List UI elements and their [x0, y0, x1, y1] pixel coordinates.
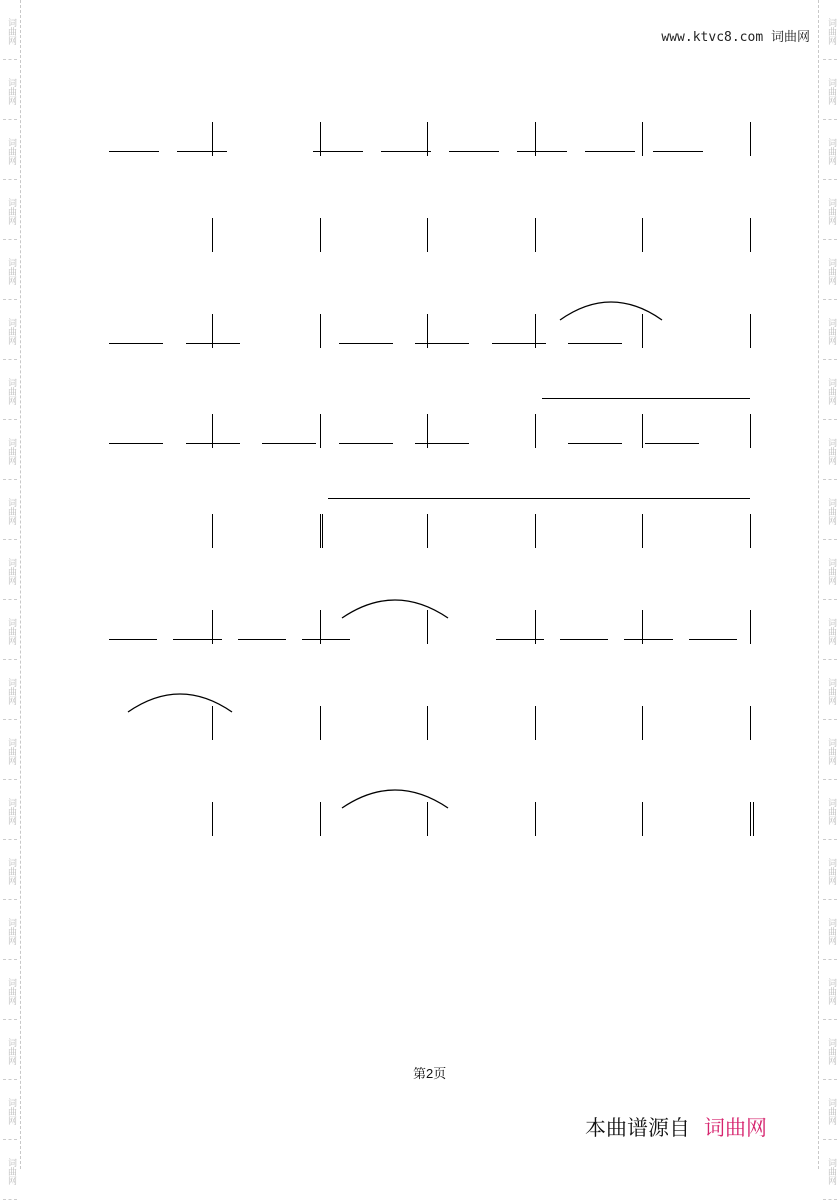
watermark-cell: 词曲网 [823, 1080, 837, 1140]
watermark-cell: 词曲网 [3, 420, 17, 480]
watermark-cell: 词曲网 [823, 540, 837, 600]
bar-line [750, 802, 754, 836]
beam-underline [645, 443, 699, 444]
bar-line [750, 610, 751, 644]
bar-line [642, 514, 643, 548]
beam-underline [109, 443, 163, 444]
slur-tie [558, 300, 664, 322]
watermark-cell: 词曲网 [3, 960, 17, 1020]
watermark-cell: 词曲网 [3, 300, 17, 360]
bar-line [320, 802, 321, 836]
watermark-cell: 词曲网 [823, 60, 837, 120]
beam-underline [262, 443, 316, 444]
bar-line [320, 706, 321, 740]
watermark-cell: 词曲网 [3, 0, 17, 60]
watermark-cell: 词曲网 [3, 900, 17, 960]
beam-underline [624, 639, 672, 640]
beam-underline [496, 639, 544, 640]
source-credit [585, 1112, 767, 1142]
beam-underline [339, 443, 393, 444]
beam-underline [313, 151, 363, 152]
bar-line [320, 218, 321, 252]
watermark-cell: 词曲网 [3, 120, 17, 180]
watermark-cell: 词曲网 [823, 1140, 837, 1200]
bar-line [750, 218, 751, 252]
bar-line [212, 218, 213, 252]
watermark-cell: 词曲网 [3, 60, 17, 120]
bar-line [750, 414, 751, 448]
watermark-cell: 词曲网 [823, 1020, 837, 1080]
watermark-cell: 词曲网 [823, 300, 837, 360]
watermark-cell: 词曲网 [823, 180, 837, 240]
bar-line [320, 514, 323, 548]
watermark-cell: 词曲网 [823, 780, 837, 840]
watermark-cell: 词曲网 [3, 720, 17, 780]
beam-underline [568, 443, 622, 444]
beam-underline [109, 639, 157, 640]
watermark-cell: 词曲网 [3, 1080, 17, 1140]
beam-underline [339, 343, 393, 344]
beam-underline [173, 639, 221, 640]
bar-line [642, 414, 643, 448]
bar-line [212, 802, 213, 836]
slur-tie [340, 788, 450, 810]
beam-underline [585, 151, 635, 152]
bar-line [535, 802, 536, 836]
volta-2 [328, 498, 750, 505]
watermark-cell: 词曲网 [823, 600, 837, 660]
beam-underline [109, 343, 163, 344]
bar-line [642, 802, 643, 836]
bar-line [750, 122, 751, 156]
site-url: www.ktvc8.com [661, 30, 764, 45]
watermark-cell: 词曲网 [3, 540, 17, 600]
watermark-cell: 词曲网 [823, 120, 837, 180]
bar-line [535, 218, 536, 252]
bar-line [427, 706, 428, 740]
bar-line [427, 218, 428, 252]
watermark-cell: 词曲网 [3, 180, 17, 240]
watermark-cell: 词曲网 [3, 780, 17, 840]
bar-line [535, 514, 536, 548]
bar-line [535, 414, 536, 448]
volta-1 [542, 398, 750, 405]
beam-underline [415, 443, 469, 444]
bar-line [320, 414, 321, 448]
beam-underline [109, 151, 159, 152]
bar-line [750, 314, 751, 348]
beam-underline [186, 343, 240, 344]
watermark-cell: 词曲网 [823, 900, 837, 960]
watermark-cell: 词曲网 [3, 840, 17, 900]
watermark-cell: 词曲网 [823, 480, 837, 540]
beam-underline [415, 343, 469, 344]
watermark-cell: 词曲网 [823, 240, 837, 300]
watermark-cell: 词曲网 [3, 360, 17, 420]
watermark-cell: 词曲网 [823, 960, 837, 1020]
watermark-cell: 词曲网 [823, 660, 837, 720]
watermark-cell: 词曲网 [823, 420, 837, 480]
bar-line [535, 706, 536, 740]
beam-underline [560, 639, 608, 640]
source-brand: 词曲网 [704, 1117, 767, 1140]
beam-underline [568, 343, 622, 344]
beam-underline [177, 151, 227, 152]
page-number: 第2页 [413, 1066, 447, 1081]
bar-line [750, 514, 751, 548]
watermark-cell: 词曲网 [3, 1020, 17, 1080]
beam-underline [381, 151, 431, 152]
watermark-cell: 词曲网 [3, 480, 17, 540]
watermark-cell: 词曲网 [823, 360, 837, 420]
bar-line [427, 514, 428, 548]
beam-underline [492, 343, 546, 344]
beam-underline [186, 443, 240, 444]
bar-line [642, 218, 643, 252]
watermark-cell: 词曲网 [823, 0, 837, 60]
beam-underline [302, 639, 350, 640]
slur-tie [340, 598, 450, 620]
watermark-cell: 词曲网 [3, 240, 17, 300]
watermark-cell: 词曲网 [3, 600, 17, 660]
bar-line [320, 314, 321, 348]
bar-line [750, 706, 751, 740]
bar-line [642, 122, 643, 156]
watermark-cell: 词曲网 [823, 720, 837, 780]
source-prefix: 本曲谱源自 [585, 1117, 690, 1140]
watermark-cell: 词曲网 [3, 660, 17, 720]
bar-line [212, 514, 213, 548]
site-name: 词曲网 [770, 30, 810, 45]
beam-underline [653, 151, 703, 152]
beam-underline [517, 151, 567, 152]
beam-underline [238, 639, 286, 640]
watermark-cell: 词曲网 [823, 840, 837, 900]
watermark-cell: 词曲网 [3, 1140, 17, 1200]
beam-underline [689, 639, 737, 640]
bar-line [642, 706, 643, 740]
beam-underline [449, 151, 499, 152]
slur-tie [126, 692, 234, 714]
